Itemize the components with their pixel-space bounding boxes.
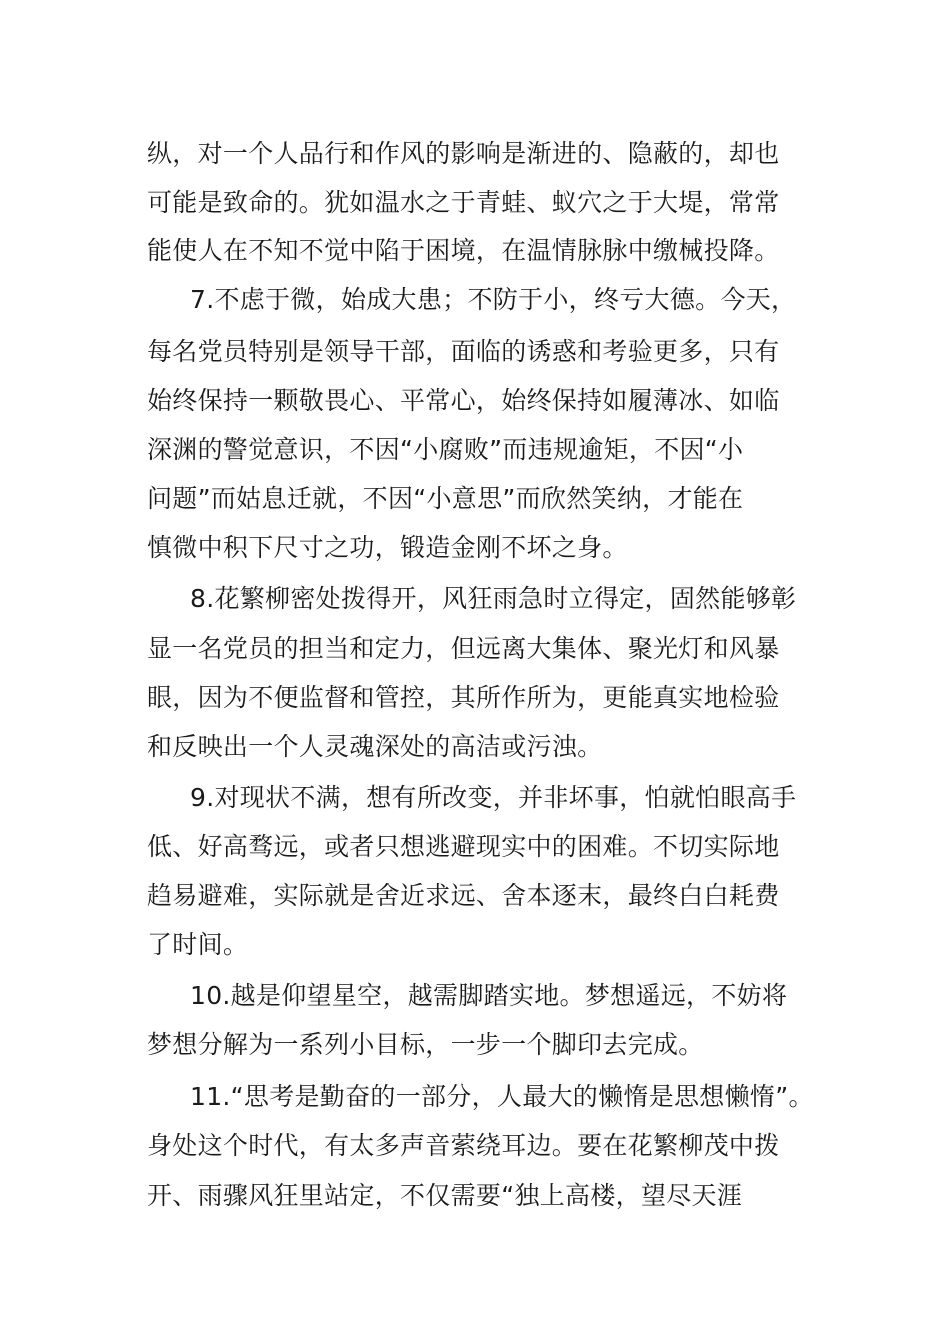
text-line: 慎微中积下尺寸之功，锻造金刚不坏之身。 xyxy=(147,533,628,562)
paragraph-11-start: 11.“思考是勤奋的一部分，人最大的懒惰是思想懒惰”。 xyxy=(190,1082,814,1111)
paragraph-9-start: 9.对现状不满，想有所改变，并非坏事，怕就怕眼高手 xyxy=(190,783,797,812)
paragraph-8-start: 8.花繁柳密处拨得开，风狂雨急时立得定，固然能够彰 xyxy=(190,584,797,613)
text-line: 身处这个时代，有太多声音萦绕耳边。要在花繁柳茂中拨 xyxy=(147,1131,780,1160)
text-line: 开、雨骤风狂里站定，不仅需要“独上高楼，望尽天涯 xyxy=(147,1181,743,1210)
text-line: 每名党员特别是领导干部，面临的诱惑和考验更多，只有 xyxy=(147,337,780,366)
text-line: 显一名党员的担当和定力，但远离大集体、聚光灯和风暴 xyxy=(147,634,780,663)
text-line: 深渊的警觉意识，不因“小腐败”而违规逾矩，不因“小 xyxy=(147,435,744,464)
text-line: 梦想分解为一系列小目标，一步一个脚印去完成。 xyxy=(147,1030,704,1059)
text-line: 和反映出一个人灵魂深处的高洁或污浊。 xyxy=(147,732,603,761)
text-line: 了时间。 xyxy=(147,930,249,959)
text-line: 能使人在不知不觉中陷于困境，在温情脉脉中缴械投降。 xyxy=(147,236,780,265)
text-line: 可能是致命的。犹如温水之于青蛙、蚁穴之于大堤，常常 xyxy=(147,188,780,217)
text-line: 问题”而姑息迁就，不因“小意思”而欣然笑纳，才能在 xyxy=(147,484,744,513)
paragraph-10-start: 10.越是仰望星空，越需脚踏实地。梦想遥远，不妨将 xyxy=(190,981,788,1010)
text-line: 趋易避难，实际就是舍近求远、舍本逐末，最终白白耗费 xyxy=(147,881,780,910)
text-line: 始终保持一颗敬畏心、平常心，始终保持如履薄冰、如临 xyxy=(147,386,780,415)
text-line: 眼，因为不便监督和管控，其所作所为，更能真实地检验 xyxy=(147,683,780,712)
text-line: 低、好高骛远，或者只想逃避现实中的困难。不切实际地 xyxy=(147,832,780,861)
paragraph-7-start: 7.不虑于微，始成大患；不防于小，终亏大德。今天， xyxy=(190,285,797,314)
text-line: 纵，对一个人品行和作风的影响是渐进的、隐蔽的，却也 xyxy=(147,139,780,168)
